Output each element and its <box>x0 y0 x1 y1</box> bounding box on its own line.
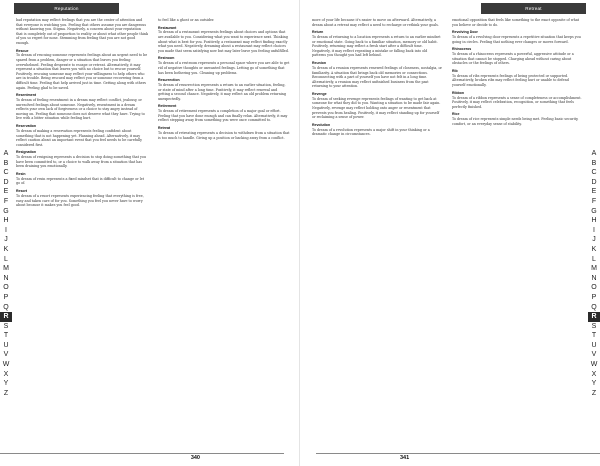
page-number: 341 <box>400 454 410 461</box>
entry-text: To dream of a reunion represents renewed feelings of closeness, nostalgia, or familiarity. A situation that brings back old memories or connections. Reconnecting with a part of yourself you have not felt in a long time. Alternatively, a reunion may reflect unfinished business from the past returning to your attention. <box>312 65 442 89</box>
letter-tab[interactable]: M <box>3 265 9 273</box>
entry-text: To dream of retreating represents a decision to withdraw from a situation that is too much to handle. Giving up a position or backing away from a conflict. <box>158 130 290 140</box>
letter-tab[interactable]: T <box>3 332 9 340</box>
letter-tab[interactable]: B <box>3 159 9 167</box>
text-columns <box>16 18 290 448</box>
letter-tab[interactable]: J <box>4 236 8 244</box>
entry-heading: Rescue <box>16 48 29 53</box>
entry-heading: Restaurant <box>158 25 177 30</box>
entry-text: To dream of retirement represents a completion of a major goal or effort. Feeling that you have done enough and can finally relax. Alternatively, it may reflect stepping away from something you were once committed to. <box>158 109 288 123</box>
letter-tab[interactable]: D <box>591 178 597 186</box>
footer-rule <box>0 453 284 454</box>
text-columns <box>312 18 582 448</box>
entry-heading: Rib <box>452 68 458 73</box>
letter-tab[interactable]: C <box>591 169 597 177</box>
letter-tab[interactable]: N <box>3 274 9 282</box>
letter-tab[interactable]: N <box>591 274 597 282</box>
entry-text: To dream of ribs represents feelings of being protected or supported. Alternatively, broken ribs may reflect feeling hurt or unable to defend yourself emotionally. <box>452 73 569 88</box>
letter-tab[interactable]: V <box>591 351 597 359</box>
letter-tab[interactable]: E <box>591 188 597 196</box>
entry-text: To dream of resin represents a fixed mindset that is difficult to change or let go of. <box>16 176 145 186</box>
letter-tab[interactable]: G <box>3 207 9 215</box>
letter-tab[interactable]: W <box>590 361 598 369</box>
letter-tab[interactable]: G <box>591 207 597 215</box>
letter-tab[interactable]: O <box>3 284 9 292</box>
letter-tab[interactable]: L <box>4 255 8 263</box>
entry-text: To dream of returning to a location represents a return to an earlier mindset or emotional state. Going back to a familiar situation, memory or old habit. Positively, returning may reflect a fresh start after a difficult time. Negatively, it may reflect repeating a mistake or falling back into old patterns you thought you had left behind. <box>312 35 441 58</box>
letter-tab[interactable]: B <box>591 159 597 167</box>
entry-heading: Retreat <box>158 126 171 131</box>
running-header: Retreat <box>481 3 586 14</box>
entry-heading: Resignation <box>16 150 37 155</box>
letter-tab[interactable]: F <box>591 197 597 205</box>
entry-heading: Reunion <box>312 61 326 66</box>
entry-text: To dream of a rhinoceros represents a powerful, aggressive attitude or a situation that cannot be stopped. Charging ahead without caring about obstacles or the feelings of others. <box>452 52 574 66</box>
letter-tab[interactable]: S <box>591 322 597 330</box>
letter-tab[interactable]: Y <box>591 380 597 388</box>
letter-tab[interactable]: A <box>591 150 597 157</box>
entry-text: To dream of a revolving door represents a repetitive situation that keeps you going in circles. Feeling that nothing ever changes or moves forward. <box>452 35 581 44</box>
letter-tab[interactable]: U <box>591 341 597 349</box>
letter-tab[interactable]: X <box>3 370 9 378</box>
letter-tab[interactable]: K <box>591 245 597 253</box>
letter-tab[interactable]: H <box>3 217 9 225</box>
paragraph: more of your life because it's easier to move on afterward. Alternatively, a dream about a retreat may reflect a need to recharge or rethink your goals. <box>312 18 439 27</box>
letter-tab[interactable]: S <box>3 322 9 330</box>
entry-heading: Resentment <box>16 93 37 98</box>
entry-heading: Return <box>312 30 324 35</box>
entry-heading: Revenge <box>312 91 327 96</box>
entry-heading: Reservation <box>16 124 37 129</box>
letter-tab[interactable]: J <box>592 236 596 244</box>
letter-tab[interactable]: Q <box>3 303 9 311</box>
entry-text: To dream of a ribbon represents a sense of completeness or accomplishment. Positively, it may reflect celebration, recognition, or something that feels perfectly finished. <box>452 95 582 109</box>
letter-tab-active[interactable]: R <box>588 312 600 322</box>
right-page <box>300 0 600 466</box>
paragraph: bad reputation may reflect feelings that you are the center of attention and that everyone is watching you. Feeling that others assume you are dangerous without knowing you. Stigma. Negatively, a concern about your reputation that is completely out of proportion to reality or about what other people think of you so regret for none. Stemming from feeling that you are not good enough. <box>16 18 148 45</box>
paragraph: to feel like a ghost or an outsider. <box>158 18 215 22</box>
entry-heading: Restroom <box>158 56 175 61</box>
letter-tab[interactable]: Q <box>591 303 597 311</box>
letter-tab[interactable]: I <box>5 226 7 234</box>
entry-heading: Ribbon <box>452 90 465 95</box>
letter-tab[interactable]: E <box>3 188 9 196</box>
letter-tab[interactable]: L <box>592 255 596 263</box>
entry-text: To dream of a revolution represents a major shift in your thinking or a dramatic change in circumstances. <box>312 127 430 137</box>
entry-text: To dream of a resort represents experiencing feeling that everything is free, easy and taken care of for you. Something you feel you never have to worry about because it makes you feel good. <box>16 193 144 208</box>
entry-text: To dream of feeling resentment in a dream may reflect conflict, jealousy, or unresolved feelings about someone. Negatively, resentment in a dream reflects your own lack of forgiveness or a choice to stay angry instead of moving on. Feeling that someone does not deserve what they have. Trying to live with a bitter situation while feeling hurt. <box>16 98 145 121</box>
entry-heading: Rice <box>452 112 460 117</box>
entry-heading: Revolving Door <box>452 30 478 35</box>
text-column <box>312 18 442 448</box>
entry-heading: Retirement <box>158 104 177 109</box>
letter-tab[interactable]: M <box>591 265 597 273</box>
letter-tab[interactable]: X <box>591 370 597 378</box>
letter-tab[interactable]: Y <box>3 380 9 388</box>
letter-tab[interactable]: I <box>593 226 595 234</box>
letter-tab[interactable]: D <box>3 178 9 186</box>
letter-tab-active[interactable]: R <box>0 312 12 322</box>
letter-tab[interactable]: V <box>3 351 9 359</box>
entry-text: To dream of seeking revenge represents feelings of wanting to get back at someone for what they did to you. Wanting a situation to be made fair again. Negatively, revenge may reflect holding onto anger or resentment that prevents you from healing. Positively, it may reflect standing up for yourself or reclaiming a sense of power. <box>312 96 441 120</box>
letter-tab[interactable]: P <box>591 293 597 301</box>
alphabet-index <box>0 149 12 398</box>
letter-tab[interactable]: O <box>591 284 597 292</box>
letter-tab[interactable]: C <box>3 169 9 177</box>
page-number: 340 <box>190 454 200 461</box>
entry-text: To dream of a restroom represents a personal space where you are able to get rid of negative thoughts or unwanted feelings. Letting go of something that has been bothering you. Cleaning up problems. <box>158 61 290 75</box>
paragraph: emotional opposition that feels like something to the exact opposite of what you believe or decide to do. <box>452 18 579 27</box>
letter-tab[interactable]: Z <box>3 389 9 397</box>
letter-tab[interactable]: Z <box>591 389 597 397</box>
running-header: Reputation <box>14 3 119 14</box>
letter-tab[interactable]: H <box>591 217 597 225</box>
entry-heading: Resin <box>16 172 26 176</box>
text-column <box>158 18 290 448</box>
entry-text: To dream of resigning represents a decision to stop doing something that you have been committed to, or a choice to walk away from a situation that has been draining you emotionally. <box>16 155 146 169</box>
entry-text: To dream of making a reservation represents feeling confident about something that is not happening yet. Planning ahead. Alternatively, it may reflect caution about an important event that you feel needs to be carefully considered first. <box>16 128 142 147</box>
letter-tab[interactable]: W <box>2 361 10 369</box>
letter-tab[interactable]: F <box>3 197 9 205</box>
text-column <box>452 18 582 448</box>
entry-heading: Resort <box>16 189 28 194</box>
alphabet-index <box>588 149 600 398</box>
page-footer <box>0 453 300 463</box>
entry-heading: Rhinoceros <box>452 47 472 52</box>
text-column <box>16 18 148 448</box>
entry-heading: Resurrection <box>158 78 180 83</box>
letter-tab[interactable]: T <box>591 332 597 340</box>
page-footer <box>300 453 600 463</box>
entry-heading: Revolution <box>312 122 331 127</box>
letter-tab[interactable]: K <box>3 245 9 253</box>
letter-tab[interactable]: A <box>3 150 9 157</box>
entry-text: To dream of rice represents simple needs being met. Feeling basic security, comfort, or an everyday sense of stability. <box>452 117 579 126</box>
letter-tab[interactable]: U <box>3 341 9 349</box>
entry-text: To dream of rescuing someone represents feelings about an urgent need to be spared from a problem, danger or a situation that leaves you feeling overwhelmed. Feeling desperate to escape or retreat. Alternatively, it may represent a situation that leaves you with no choice but to rescue yourself. Positively, rescuing someone may reflect your willingness to help others who are in trouble. Being rescued may reflect you or someone recovering from a difficult time. Feeling that help arrived just in time. Getting along with others again. Feeling glad to be saved. <box>16 53 148 90</box>
entry-text: To dream of a restaurant represents feelings about choices and options that are available to you. Considering what you want to experience next. Thinking about what is best for you. Positively, a restaurant may reflect finding exactly what you need. Negatively, dreaming about a restaurant may reflect choices you made that seem satisfying now but may later leave you feeling unfulfilled. <box>158 30 289 53</box>
entry-text: To dream of resurrection represents a return to an earlier situation, feeling, or state of mind after a long time. Positively, it may reflect renewal and getting a second chance. Negatively, it may reflect an old problem returning unexpectedly. <box>158 83 287 101</box>
footer-rule <box>316 453 600 454</box>
letter-tab[interactable]: P <box>3 293 9 301</box>
